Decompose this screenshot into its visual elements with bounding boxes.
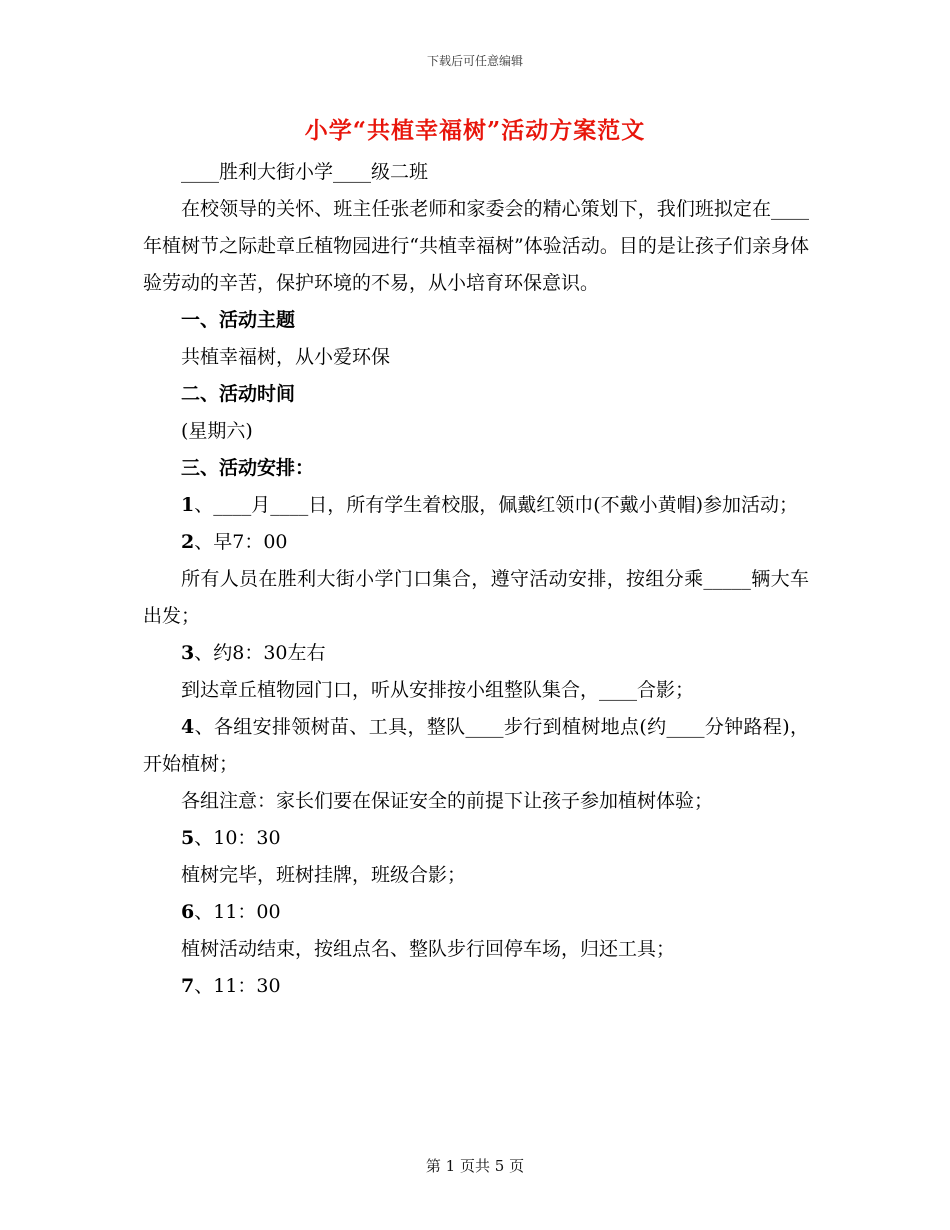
class-line: ____胜利大街小学____级二班 (181, 161, 429, 183)
section-text-theme: 共植幸福树，从小爱环保 (181, 346, 391, 368)
item-text: 、____月____日，所有学生着校服，佩戴红领巾(不戴小黄帽)参加活动； (194, 494, 799, 516)
item-text: 、各组安排领树苗、工具，整队____步行到植树地点(约____分钟路程)，开始植树； (143, 716, 809, 775)
item-text: 、11：30 (194, 975, 281, 997)
item-number: 2 (181, 531, 195, 553)
section-text-time: (星期六) (181, 420, 253, 442)
item-detail: 所有人员在胜利大街小学门口集合，遵守活动安排，按组分乘_____辆大车出发； (143, 568, 809, 627)
page-footer: 第 1 页共 5 页 (425, 1157, 525, 1175)
item-text: 、早7：00 (194, 531, 288, 553)
item-number: 4 (181, 716, 195, 738)
item-text: 、10：30 (194, 827, 281, 849)
item-detail: 各组注意：家长们要在保证安全的前提下让孩子参加植树体验； (181, 790, 714, 812)
section-heading-arrangement: 三、活动安排： (181, 457, 315, 479)
item-detail: 到达章丘植物园门口，听从安排按小组整队集合，____合影； (181, 679, 695, 701)
header-note: 下载后可任意编辑 (426, 54, 523, 68)
section-heading-time: 二、活动时间 (181, 383, 296, 405)
list-item (143, 968, 809, 1005)
item-detail: 植树完毕，班树挂牌，班级合影； (181, 864, 467, 886)
document-title: 小学“共植幸福树”活动方案范文 (304, 117, 646, 144)
list-item (143, 487, 809, 524)
item-number: 5 (181, 827, 195, 849)
list-item (143, 894, 809, 931)
section-heading-theme: 一、活动主题 (181, 309, 296, 331)
list-item (143, 524, 809, 561)
item-text: 、11：00 (194, 901, 281, 923)
list-item (143, 709, 809, 783)
list-item (143, 635, 809, 672)
item-number: 3 (181, 642, 195, 664)
item-number: 1 (181, 494, 195, 516)
document-body (143, 154, 809, 1005)
item-number: 6 (181, 901, 195, 923)
item-text: 、约8：30左右 (194, 642, 326, 664)
item-number: 7 (181, 975, 195, 997)
intro-paragraph: 在校领导的关怀、班主任张老师和家委会的精心策划下，我们班拟定在____年植树节之际赴章丘植物园进行“共植幸福树”体验活动。目的是让孩子们亲身体验劳动的辛苦，保护环境的不易，从小培育环保意识。 (143, 198, 809, 294)
item-detail: 植树活动结束，按组点名、整队步行回停车场，归还工具； (181, 938, 676, 960)
list-item (143, 820, 809, 857)
